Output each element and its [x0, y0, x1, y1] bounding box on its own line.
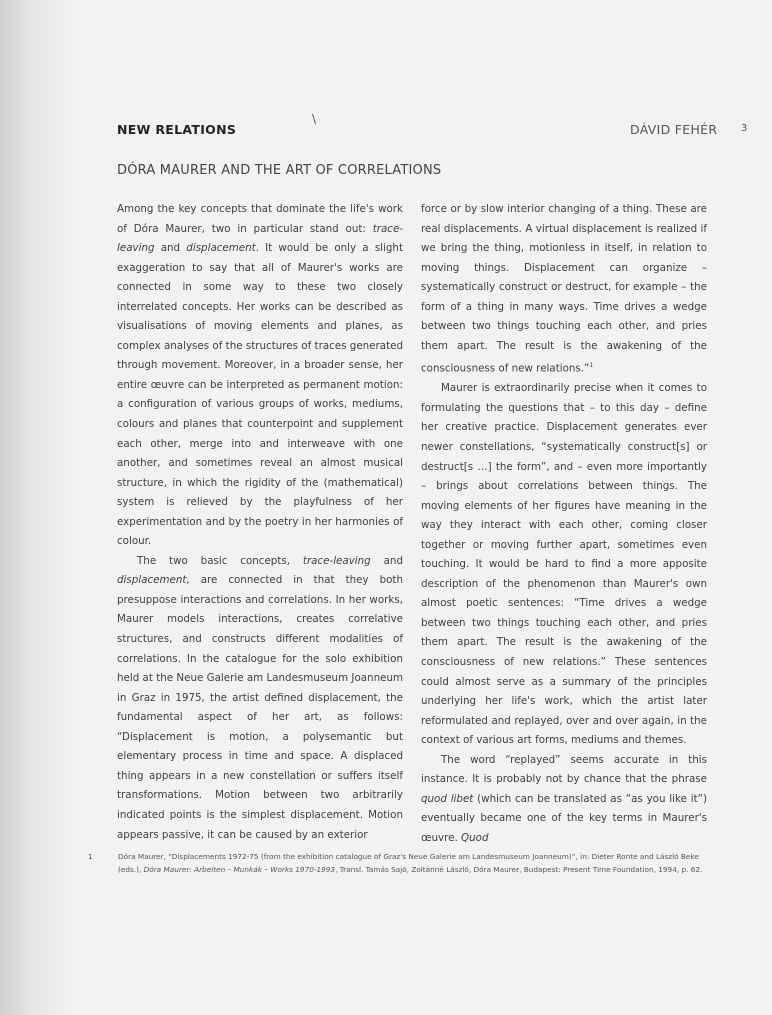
footnote-ref[interactable]: 1 [589, 362, 594, 370]
left-column [117, 200, 403, 845]
stray-mark: \ [312, 112, 317, 126]
page-number: 3 [741, 123, 748, 134]
section-title: NEW RELATIONS [117, 122, 237, 137]
footnote-number: 1 [88, 852, 93, 861]
author-name: DÁVID FEHÉR [630, 122, 718, 137]
paragraph: Maurer is extraordinarily precise when it comes to formulating the questions that – to this day – define her creative practice. Displacement generates ever newer constellations, “systematically construct[s] or destruct[s …] the form”, and – even more importantly – brings about correlations between things. The moving elements of her figures have meaning in the way they interact with each other, coming closer together or moving further apart, sometimes even touching. It would be hard to find a more apposite description of the phenomenon than Maurer's own almost poetic sentences: “Time drives a wedge between two things touching each other, and pries them apart. The result is the awakening of the consciousness of new relations.” These sentences could almost serve as a summary of the principles underlying her life's work, which the artist later reformulated and replayed, over and over again, in the context of various art forms, mediums and themes. [421, 382, 707, 747]
right-column [421, 200, 707, 848]
paragraph: force or by slow interior changing of a thing. These are real displacements. A virtual displacement is realized if we bring the thing, motionless in itself, in relation to moving things. Displacement can organize – systematically construct or destruct, for example – the form of a thing in many ways. Time drives a wedge between two things touching each other, and pries them apart. The result is the awakening of the consciousness of new relations.”$^1$ [421, 203, 707, 375]
paragraph: The two basic concepts, trace-leaving and displacement, are connected in that they both presuppose interactions and correlations. In her works, Maurer models interactions, creates correlative structures, and constructs different modalities of correlations. In the catalogue for the solo exhibition held at the Neue Galerie am Landesmuseum Joanneum in Graz in 1975, the artist defined displacement, the fundamental aspect of her art, as follows: “Displacement is motion, a polysemantic but elementary process in time and space. A displaced thing appears in a new constellation or suffers itself transformations. Motion between two arbitrarily indicated points is the simplest displacement. Motion appears passive, it can be caused by an exterior [117, 554, 403, 841]
paragraph: The word “replayed” seems accurate in this instance. It is probably not by chance that the phrase quod libet (which can be translated as “as you like it”) eventually became one of the key terms in Maurer's œuvre. Quod [421, 753, 707, 844]
page-gutter-shadow [0, 0, 70, 1015]
footnote-text: Dóra Maurer, “Displacements 1972-75 (from the exhibition catalogue of Graz's Neue Galerie am Landesmuseum Joanneum)”, in: Dieter Ronte and László Beke (eds.), Dóra Maurer: Arbeiten – Munkák – Works 1970-1993, Transl. Tamás Sajó, Zoltánné László, Dóra Maurer, Budapest: Present Time Foundation, 1994, p. 62. [118, 852, 703, 874]
footnote [88, 850, 713, 876]
paragraph: Among the key concepts that dominate the life's work of Dóra Maurer, two in particular stand out: trace-leaving and displacement. It would be only a slight exaggeration to say that all of Maurer's works are connected in some way to these two closely interrelated concepts. Her works can be described as visualisations of moving elements and planes, as complex analyses of the structures of traces generated through movement. Moreover, in a broader sense, her entire œuvre can be interpreted as permanent motion: a configuration of various groups of works, mediums, colours and planes that counterpoint and supplement each other, merge into and interweave with one another, and sometimes reveal an almost musical structure, in which the rigidity of the (mathematical) system is relieved by the playfulness of her experimentation and by the poetry in her harmonies of colour. [117, 203, 403, 548]
article-subtitle: DÓRA MAURER AND THE ART OF CORRELATIONS [117, 163, 442, 178]
